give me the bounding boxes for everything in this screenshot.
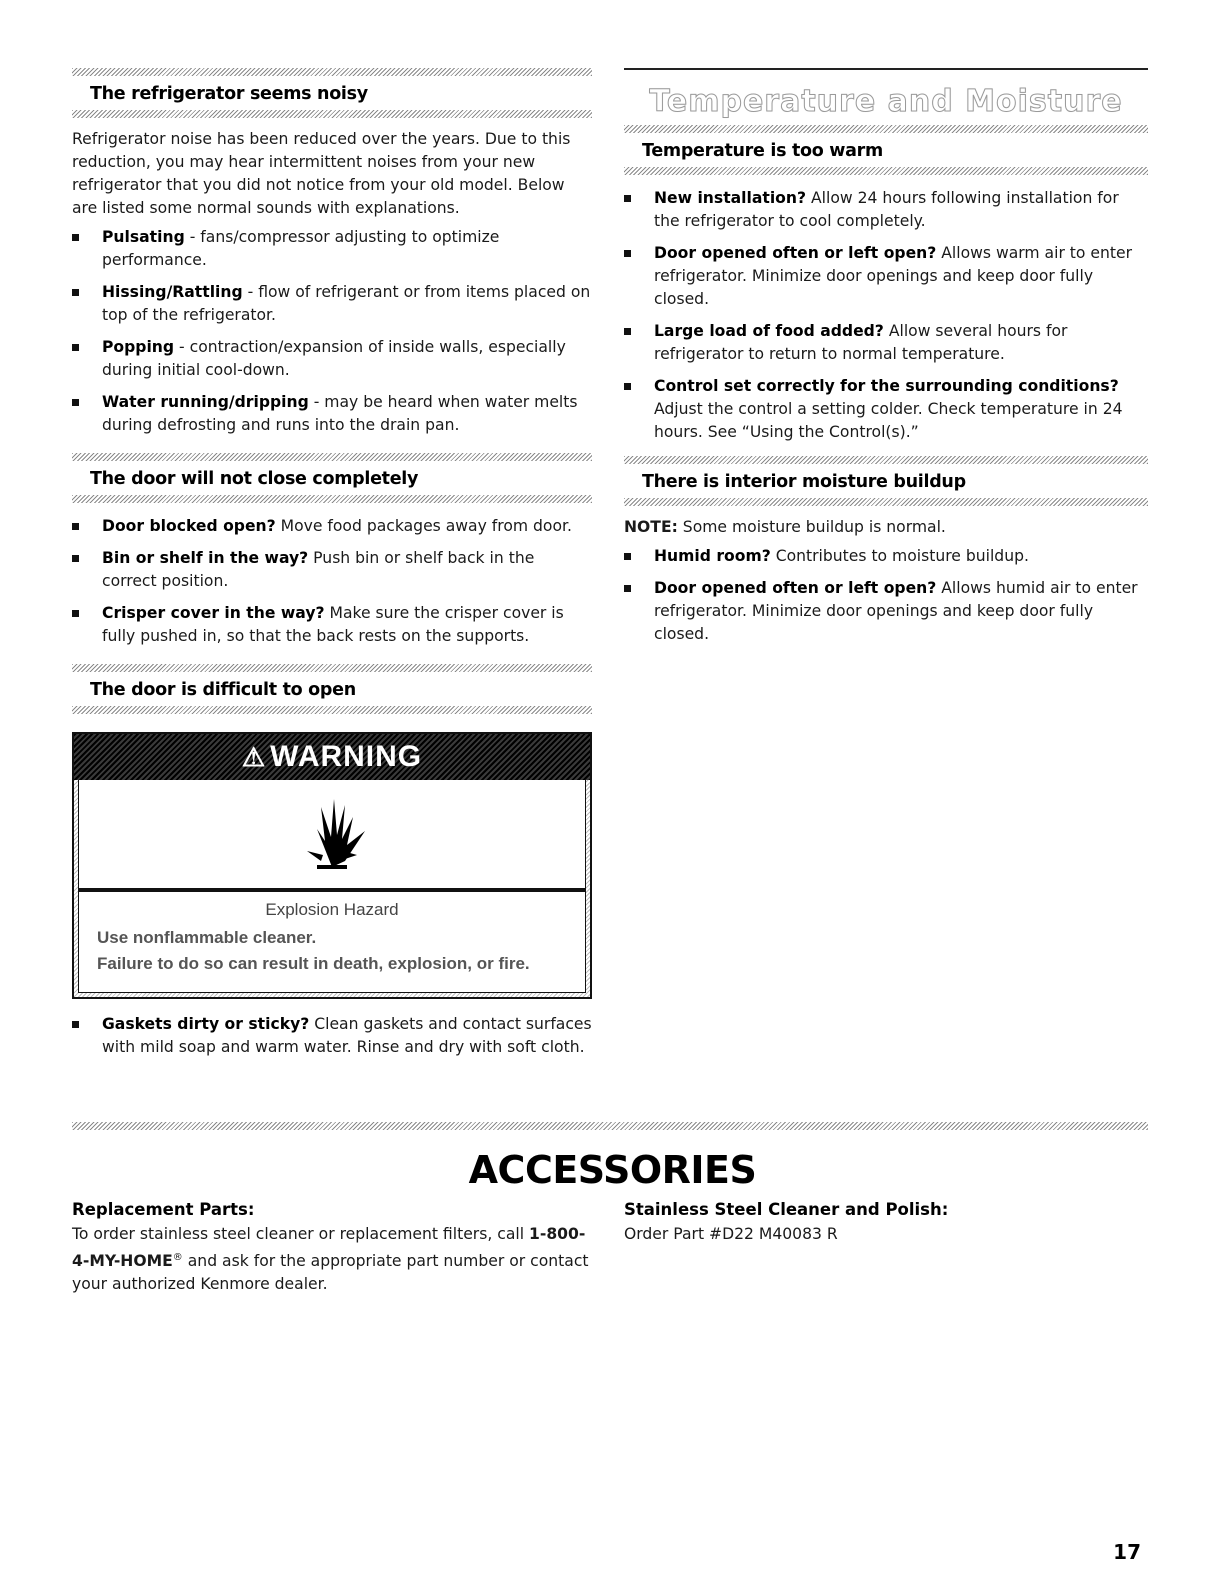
divider — [72, 453, 592, 461]
section-door-open — [72, 664, 592, 714]
section-too-warm — [624, 125, 1148, 175]
bullet-icon — [624, 328, 631, 335]
section-title: Temperature is too warm — [642, 141, 883, 161]
bullet-icon — [72, 1021, 79, 1028]
item-text: - flow of refrigerant or from items placed on top of the refrigerator. — [102, 283, 591, 324]
warning-triangle-icon: ⚠ — [241, 741, 267, 772]
divider — [624, 125, 1148, 133]
bullet-icon — [624, 250, 631, 257]
warning-frame — [74, 780, 590, 997]
item-text: Move food packages away from door. — [275, 517, 572, 535]
moisture-list — [624, 545, 1148, 646]
item-term: Humid room? — [654, 547, 771, 565]
replacement-parts-heading: Replacement Parts: — [72, 1200, 255, 1219]
item-text: Contributes to moisture buildup. — [770, 547, 1029, 565]
list-item — [624, 187, 1148, 233]
stainless-cleaner — [624, 1200, 1148, 1246]
section-title: The door is difficult to open — [90, 680, 356, 700]
item-term: Door blocked open? — [102, 517, 276, 535]
note-text: Some moisture buildup is normal. — [677, 518, 946, 536]
list-item — [624, 577, 1148, 646]
explosion-icon — [287, 789, 377, 879]
bullet-icon — [624, 195, 631, 202]
left-column — [72, 68, 592, 1068]
item-term: Water running/dripping — [102, 393, 309, 411]
section-moisture — [624, 456, 1148, 506]
item-text: Make sure the crisper cover is fully pushed in, so that the back rests on the supports. — [102, 604, 564, 645]
divider — [72, 495, 592, 503]
item-term: New installation? — [654, 189, 807, 207]
warning-line: Use nonflammable cleaner. — [97, 928, 317, 947]
item-text: Allows warm air to enter refrigerator. Minimize door openings and keep door fully closed. — [654, 244, 1133, 308]
divider — [72, 110, 592, 118]
list-item — [72, 547, 592, 593]
door-open-list — [72, 1013, 592, 1059]
item-text: Allows humid air to enter refrigerator. Minimize door openings and keep door fully closed. — [654, 579, 1138, 643]
warning-title: WARNING — [270, 740, 423, 773]
list-item — [72, 226, 592, 272]
divider — [72, 664, 592, 672]
text-after: and ask for the appropriate part number or contact your authorized Kenmore dealer. — [72, 1252, 589, 1294]
too-warm-list — [624, 187, 1148, 444]
item-term: Gaskets dirty or sticky? — [102, 1015, 310, 1033]
phone-number: 1-800-4-MY-HOME — [72, 1225, 586, 1271]
list-item — [72, 281, 592, 327]
item-text: - fans/compressor adjusting to optimize performance. — [102, 228, 500, 269]
noise-list — [72, 226, 592, 437]
section-heading: Temperature and Moisture — [649, 84, 1123, 119]
bullet-icon — [72, 344, 79, 351]
registered-mark: ® — [172, 1252, 183, 1263]
section-title: The door will not close completely — [90, 469, 419, 489]
stainless-cleaner-text: Order Part #D22 M40083 R — [624, 1225, 838, 1243]
divider — [624, 498, 1148, 506]
list-item — [624, 545, 1148, 568]
accessories-divider — [72, 1122, 1148, 1130]
bullet-icon — [624, 383, 631, 390]
stainless-cleaner-heading: Stainless Steel Cleaner and Polish: — [624, 1200, 949, 1219]
divider — [624, 167, 1148, 175]
divider — [72, 706, 592, 714]
item-term: Control set correctly for the surrounding conditions? — [654, 377, 1119, 395]
item-term: Door opened often or left open? — [654, 244, 937, 262]
warning-header — [74, 734, 590, 780]
item-term: Bin or shelf in the way? — [102, 549, 309, 567]
item-term: Door opened often or left open? — [654, 579, 937, 597]
list-item — [72, 515, 592, 538]
item-term: Large load of food added? — [654, 322, 884, 340]
item-text: - may be heard when water melts during defrosting and runs into the drain pan. — [102, 393, 578, 434]
note-label: NOTE: — [624, 518, 678, 536]
bullet-icon — [72, 399, 79, 406]
list-item — [624, 320, 1148, 366]
bullet-icon — [72, 523, 79, 530]
item-text: Allow several hours for refrigerator to return to normal temperature. — [654, 322, 1068, 363]
item-text: - contraction/expansion of inside walls, especially during initial cool-down. — [102, 338, 566, 379]
accessories-title: ACCESSORIES — [468, 1148, 757, 1192]
bullet-icon — [72, 234, 79, 241]
divider — [624, 456, 1148, 464]
warning-icon-area — [78, 780, 586, 888]
list-item — [624, 375, 1148, 444]
section-title: There is interior moisture buildup — [642, 472, 966, 492]
list-item — [72, 336, 592, 382]
intro-paragraph: Refrigerator noise has been reduced over the years. Due to this reduction, you may hear intermittent noises from your new refrigerator that you did not notice from your old model. Below are listed some normal sounds with explanations. — [72, 130, 571, 217]
item-text: Adjust the control a setting colder. Check temperature in 24 hours. See “Using the Control(s).” — [654, 400, 1123, 441]
warning-line: Failure to do so can result in death, explosion, or fire. — [97, 954, 530, 973]
item-term: Pulsating — [102, 228, 185, 246]
item-term: Hissing/Rattling — [102, 283, 243, 301]
hazard-label: Explosion Hazard — [265, 900, 399, 919]
bullet-icon — [72, 555, 79, 562]
warning-text — [78, 892, 586, 993]
bullet-icon — [624, 585, 631, 592]
bullet-icon — [624, 553, 631, 560]
item-text: Clean gaskets and contact surfaces with mild soap and warm water. Rinse and dry with soft cloth. — [102, 1015, 592, 1056]
list-item — [72, 1013, 592, 1059]
section-door-close — [72, 453, 592, 503]
item-text: Allow 24 hours following installation for the refrigerator to cool completely. — [654, 189, 1119, 230]
section-title: The refrigerator seems noisy — [90, 84, 368, 104]
right-column — [624, 68, 1148, 655]
replacement-parts-text — [72, 1223, 592, 1296]
list-item — [624, 242, 1148, 311]
replacement-parts — [72, 1200, 592, 1296]
section-noisy — [72, 68, 592, 118]
bullet-icon — [72, 610, 79, 617]
list-item — [72, 602, 592, 648]
divider — [72, 68, 592, 76]
item-term: Crisper cover in the way? — [102, 604, 325, 622]
door-close-list — [72, 515, 592, 648]
item-text: Push bin or shelf back in the correct position. — [102, 549, 535, 590]
bullet-icon — [72, 289, 79, 296]
list-item — [72, 391, 592, 437]
page-number: 17 — [1113, 1540, 1141, 1564]
note-paragraph — [624, 516, 1148, 539]
warning-box — [72, 732, 592, 999]
item-term: Popping — [102, 338, 175, 356]
text-before: To order stainless steel cleaner or replacement filters, call — [72, 1225, 529, 1243]
